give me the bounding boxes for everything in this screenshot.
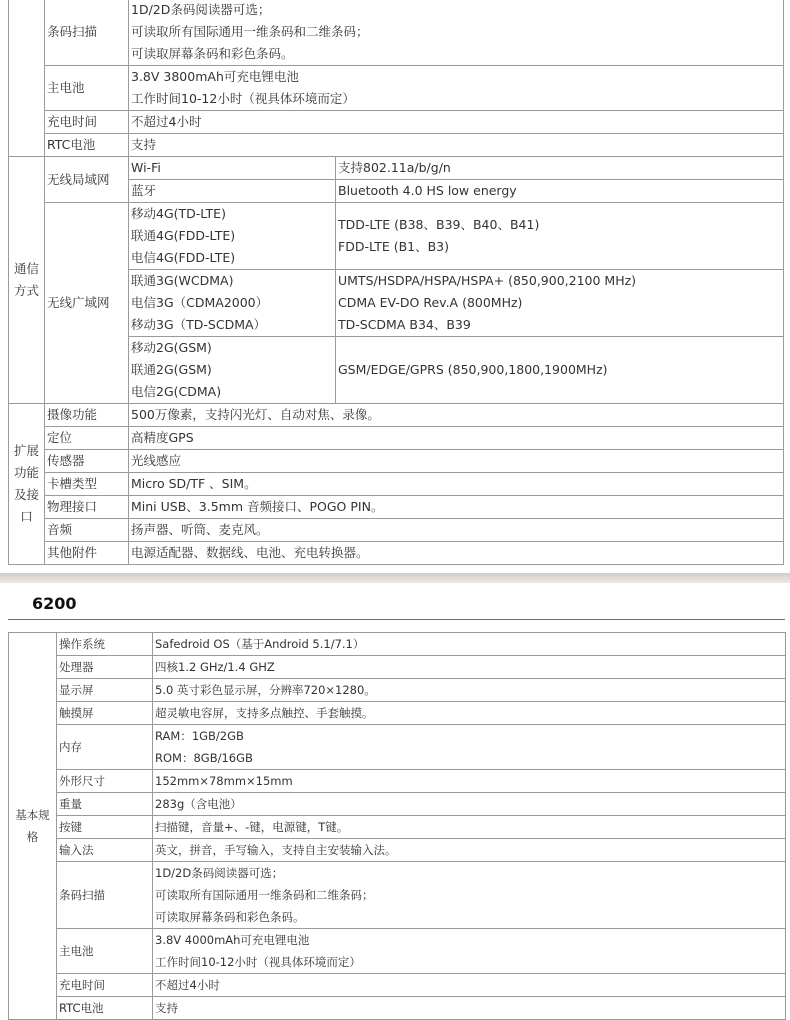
spec-label: 触摸屏 (57, 702, 153, 725)
spec-label: 内存 (57, 725, 153, 770)
spec-value: GSM/EDGE/GPRS (850,900,1800,1900MHz) (336, 337, 784, 404)
spec-subitem: Wi-Fi (129, 157, 336, 180)
category-cell (9, 0, 45, 157)
table-row (9, 862, 786, 929)
table-row (9, 679, 786, 702)
spec-value: 高精度GPS (129, 427, 784, 450)
spec-value: 3.8V 4000mAh可充电锂电池 工作时间10-12小时（视具体环境而定） (153, 929, 786, 974)
table-row (9, 66, 784, 111)
spec-value: 支持 (129, 134, 784, 157)
spec-subitem: 移动4G(TD-LTE) 联通4G(FDD-LTE) 电信4G(FDD-LTE) (129, 203, 336, 270)
table-row (9, 974, 786, 997)
spec-value: 5.0 英寸彩色显示屏，分辨率720×1280。 (153, 679, 786, 702)
table-row (9, 450, 784, 473)
spec-value: RAM：1GB/2GB ROM：8GB/16GB (153, 725, 786, 770)
table-row (9, 496, 784, 519)
spec-value: 1D/2D条码阅读器可选； 可读取所有国际通用一维条码和二维条码； 可读取屏幕条码和彩色条码。 (129, 0, 784, 66)
spec-subitem: 移动2G(GSM) 联通2G(GSM) 电信2G(CDMA) (129, 337, 336, 404)
spec-value: 四核1.2 GHz/1.4 GHZ (153, 656, 786, 679)
table-row (9, 157, 784, 180)
spec-value: 3.8V 3800mAh可充电锂电池 工作时间10-12小时（视具体环境而定） (129, 66, 784, 111)
table-row (9, 203, 784, 270)
spec-label: 卡槽类型 (45, 473, 129, 496)
spec-label: 操作系统 (57, 633, 153, 656)
table-row (9, 793, 786, 816)
table-row (9, 929, 786, 974)
spec-label: 充电时间 (57, 974, 153, 997)
spec-subitem: 联通3G(WCDMA) 电信3G（CDMA2000） 移动3G（TD-SCDMA） (129, 270, 336, 337)
spec-label: 条码扫描 (57, 862, 153, 929)
table-row (9, 839, 786, 862)
spec-value: 扫描键，音量+、-键，电源键，T键。 (153, 816, 786, 839)
spec-label: 定位 (45, 427, 129, 450)
category-cell: 通信方式 (9, 157, 45, 404)
spec-value: TDD-LTE (B38、B39、B40、B41) FDD-LTE (B1、B3) (336, 203, 784, 270)
spec-value: 不超过4小时 (129, 111, 784, 134)
table-row (9, 542, 784, 565)
spec-label: RTC电池 (57, 997, 153, 1020)
spec-label: 充电时间 (45, 111, 129, 134)
table-row (9, 427, 784, 450)
spec-label: 无线广域网 (45, 203, 129, 404)
spec-value: 283g（含电池） (153, 793, 786, 816)
spec-label: 重量 (57, 793, 153, 816)
spec-label: 主电池 (45, 66, 129, 111)
spec-label: 传感器 (45, 450, 129, 473)
spec-label: 其他附件 (45, 542, 129, 565)
table-row (9, 404, 784, 427)
table-row (9, 134, 784, 157)
spec-value: Micro SD/TF 、SIM。 (129, 473, 784, 496)
table-row (9, 725, 786, 770)
spec-value: 光线感应 (129, 450, 784, 473)
spec-subitem: 蓝牙 (129, 180, 336, 203)
spec-label: 摄像功能 (45, 404, 129, 427)
table-row (9, 473, 784, 496)
spec-label: 按键 (57, 816, 153, 839)
section-divider (0, 573, 790, 583)
spec-value: UMTS/HSDPA/HSPA/HSPA+ (850,900,2100 MHz) CDMA EV-DO Rev.A (800MHz) TD-SCDMA B34、B39 (336, 270, 784, 337)
spec-label: 物理接口 (45, 496, 129, 519)
table-row (9, 111, 784, 134)
spec-value: Mini USB、3.5mm 音频接口、POGO PIN。 (129, 496, 784, 519)
spec-label: 处理器 (57, 656, 153, 679)
spec-table-6200 (8, 632, 786, 1020)
spec-value: 超灵敏电容屏，支持多点触控、手套触摸。 (153, 702, 786, 725)
category-cell: 扩展功能及接口 (9, 404, 45, 565)
spec-label: 条码扫描 (45, 0, 129, 66)
spec-label: 外形尺寸 (57, 770, 153, 793)
category-cell: 基本规格 (9, 633, 57, 1020)
table-row (9, 656, 786, 679)
table-row (9, 702, 786, 725)
spec-value: Bluetooth 4.0 HS low energy (336, 180, 784, 203)
spec-value: 英文，拼音，手写输入，支持自主安装输入法。 (153, 839, 786, 862)
spec-value: Safedroid OS（基于Android 5.1/7.1） (153, 633, 786, 656)
title-rule (8, 619, 785, 620)
spec-value: 支持802.11a/b/g/n (336, 157, 784, 180)
spec-value: 1D/2D条码阅读器可选； 可读取所有国际通用一维条码和二维条码； 可读取屏幕条码和彩色条码。 (153, 862, 786, 929)
table-row (9, 519, 784, 542)
spec-table-top (8, 0, 784, 565)
section-title: 6200 (32, 594, 77, 613)
table-row (9, 0, 784, 66)
spec-label: 无线局域网 (45, 157, 129, 203)
spec-label: 输入法 (57, 839, 153, 862)
spec-value: 152mm×78mm×15mm (153, 770, 786, 793)
spec-value: 支持 (153, 997, 786, 1020)
table-row (9, 816, 786, 839)
table-row (9, 633, 786, 656)
table-row (9, 770, 786, 793)
spec-value: 扬声器、听筒、麦克风。 (129, 519, 784, 542)
spec-label: RTC电池 (45, 134, 129, 157)
spec-label: 主电池 (57, 929, 153, 974)
spec-value: 500万像素，支持闪光灯、自动对焦、录像。 (129, 404, 784, 427)
spec-label: 音频 (45, 519, 129, 542)
spec-value: 不超过4小时 (153, 974, 786, 997)
spec-label: 显示屏 (57, 679, 153, 702)
spec-value: 电源适配器、数据线、电池、充电转换器。 (129, 542, 784, 565)
